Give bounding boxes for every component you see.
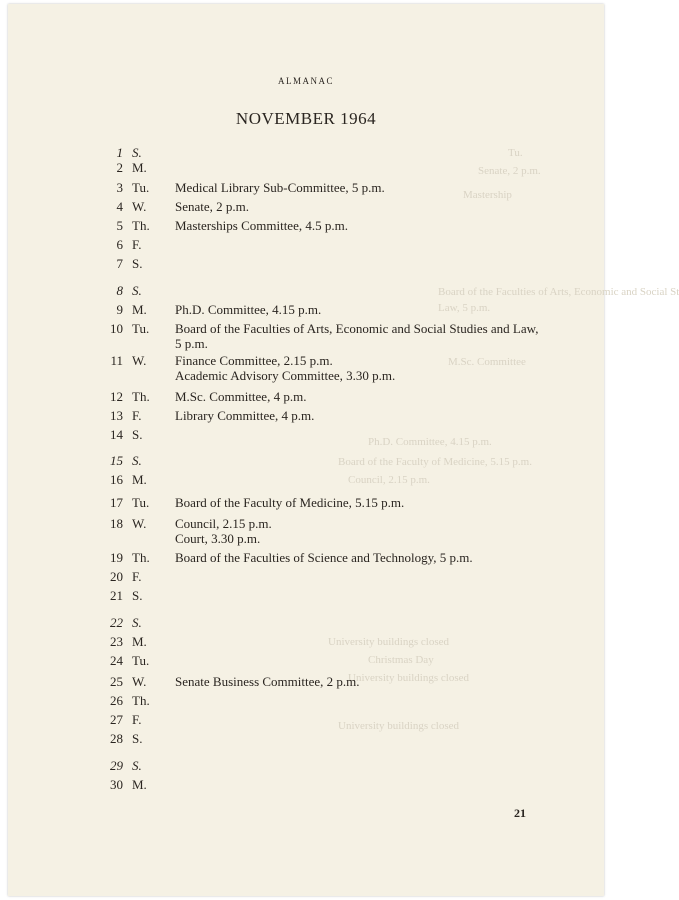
date-number: 24 — [110, 653, 123, 668]
weekday: S. — [132, 256, 143, 271]
date-number: 28 — [110, 731, 123, 746]
event-list — [175, 302, 545, 317]
weekday: M. — [132, 160, 147, 175]
event-list — [175, 180, 545, 195]
page-title: NOVEMBER 1964 — [235, 109, 377, 128]
event-entry: M.Sc. Committee, 4 p.m. — [175, 389, 307, 404]
date-number: 26 — [110, 693, 123, 708]
date-number: 8 — [116, 283, 123, 298]
date-number: 10 — [110, 321, 123, 336]
weekday: M. — [132, 777, 147, 792]
event-list — [175, 353, 545, 383]
show-through-text: Tu. Senate, 2 p.m. Mastership Board of the Faculties of Arts, Economic and Social St Law, 5 p.m. M.Sc. Committee Ph.D. Committee, 4.15 p.m. Board of the Faculty of Medicine, 5.15 p.m. Council, 2.15 p.m. University buildings closed Christmas Day University buildings closed University buildings closed — [328, 147, 679, 732]
date-number: 21 — [110, 588, 123, 603]
event-entry: Senate, 2 p.m. — [175, 199, 250, 214]
event-list — [175, 516, 545, 546]
date-number: 22 — [110, 615, 123, 630]
weekday: Tu. — [132, 653, 150, 668]
event-entry: Library Committee, 4 p.m. — [175, 408, 315, 423]
event-entry: Ph.D. Committee, 4.15 p.m. — [175, 302, 322, 317]
weekday: M. — [132, 472, 147, 487]
date-number: 5 — [116, 218, 123, 233]
weekday: S. — [132, 453, 142, 468]
weekday: W. — [132, 199, 147, 214]
weekday: S. — [132, 615, 142, 630]
document-page — [8, 4, 679, 896]
date-number: 19 — [110, 550, 123, 565]
event-entry: Court, 3.30 p.m. — [175, 531, 261, 546]
date-number: 29 — [110, 758, 123, 773]
date-number: 27 — [110, 712, 123, 727]
event-list — [175, 321, 545, 351]
weekday: Th. — [132, 218, 150, 233]
weekday: W. — [132, 353, 147, 368]
weekday: S. — [132, 283, 142, 298]
event-entry: Council, 2.15 p.m. — [175, 516, 272, 531]
weekday: S. — [132, 427, 143, 442]
date-number: 1 — [116, 145, 123, 160]
event-entry: Senate Business Committee, 2 p.m. — [175, 674, 360, 689]
weekday: W. — [132, 674, 147, 689]
weekday: Th. — [132, 550, 150, 565]
weekday: S. — [132, 758, 142, 773]
weekday: S. — [132, 145, 142, 160]
event-entry: Finance Committee, 2.15 p.m. — [175, 353, 333, 368]
event-entry: Academic Advisory Committee, 3.30 p.m. — [175, 368, 396, 383]
weekday: Tu. — [132, 180, 150, 195]
weekday: F. — [132, 408, 142, 423]
date-number: 25 — [110, 674, 123, 689]
event-entry: Board of the Faculties of Arts, Economic and Social Studies and Law, 5 p.m. — [175, 321, 539, 351]
date-number: 7 — [116, 256, 123, 271]
weekday: Th. — [132, 389, 150, 404]
weekday: F. — [132, 569, 142, 584]
event-entry: Masterships Committee, 4.5 p.m. — [175, 218, 348, 233]
weekday: F. — [132, 712, 142, 727]
weekday: M. — [132, 634, 147, 649]
event-list — [175, 199, 545, 214]
date-number: 9 — [116, 302, 123, 317]
date-number: 2 — [116, 160, 123, 175]
event-list — [175, 674, 545, 689]
event-list — [175, 408, 545, 423]
event-entry: Board of the Faculties of Science and Technology, 5 p.m. — [175, 550, 473, 565]
weekday: Th. — [132, 693, 150, 708]
date-number: 23 — [110, 634, 123, 649]
event-list — [175, 495, 545, 510]
event-list — [175, 550, 545, 565]
weekday: Tu. — [132, 321, 150, 336]
event-entry: Medical Library Sub-Committee, 5 p.m. — [175, 180, 385, 195]
weekday: Tu. — [132, 495, 150, 510]
date-number: 6 — [116, 237, 123, 252]
date-number: 12 — [110, 389, 123, 404]
date-number: 20 — [110, 569, 123, 584]
running-header: ALMANAC — [277, 76, 334, 86]
date-number: 18 — [110, 516, 123, 531]
weekday: S. — [132, 588, 143, 603]
event-list — [175, 218, 545, 233]
weekday: S. — [132, 731, 143, 746]
date-number: 11 — [110, 353, 123, 368]
date-number: 4 — [116, 199, 123, 214]
date-number: 16 — [110, 472, 123, 487]
weekday: W. — [132, 516, 147, 531]
date-number: 17 — [110, 495, 123, 510]
date-number: 14 — [110, 427, 123, 442]
date-number: 30 — [110, 777, 123, 792]
date-number: 3 — [116, 180, 123, 195]
page-number: 21 — [514, 806, 526, 820]
date-number: 15 — [110, 453, 123, 468]
weekday: F. — [132, 237, 142, 252]
date-number: 13 — [110, 408, 123, 423]
event-entry: Board of the Faculty of Medicine, 5.15 p.m. — [175, 495, 405, 510]
weekday: M. — [132, 302, 147, 317]
event-list — [175, 389, 545, 404]
